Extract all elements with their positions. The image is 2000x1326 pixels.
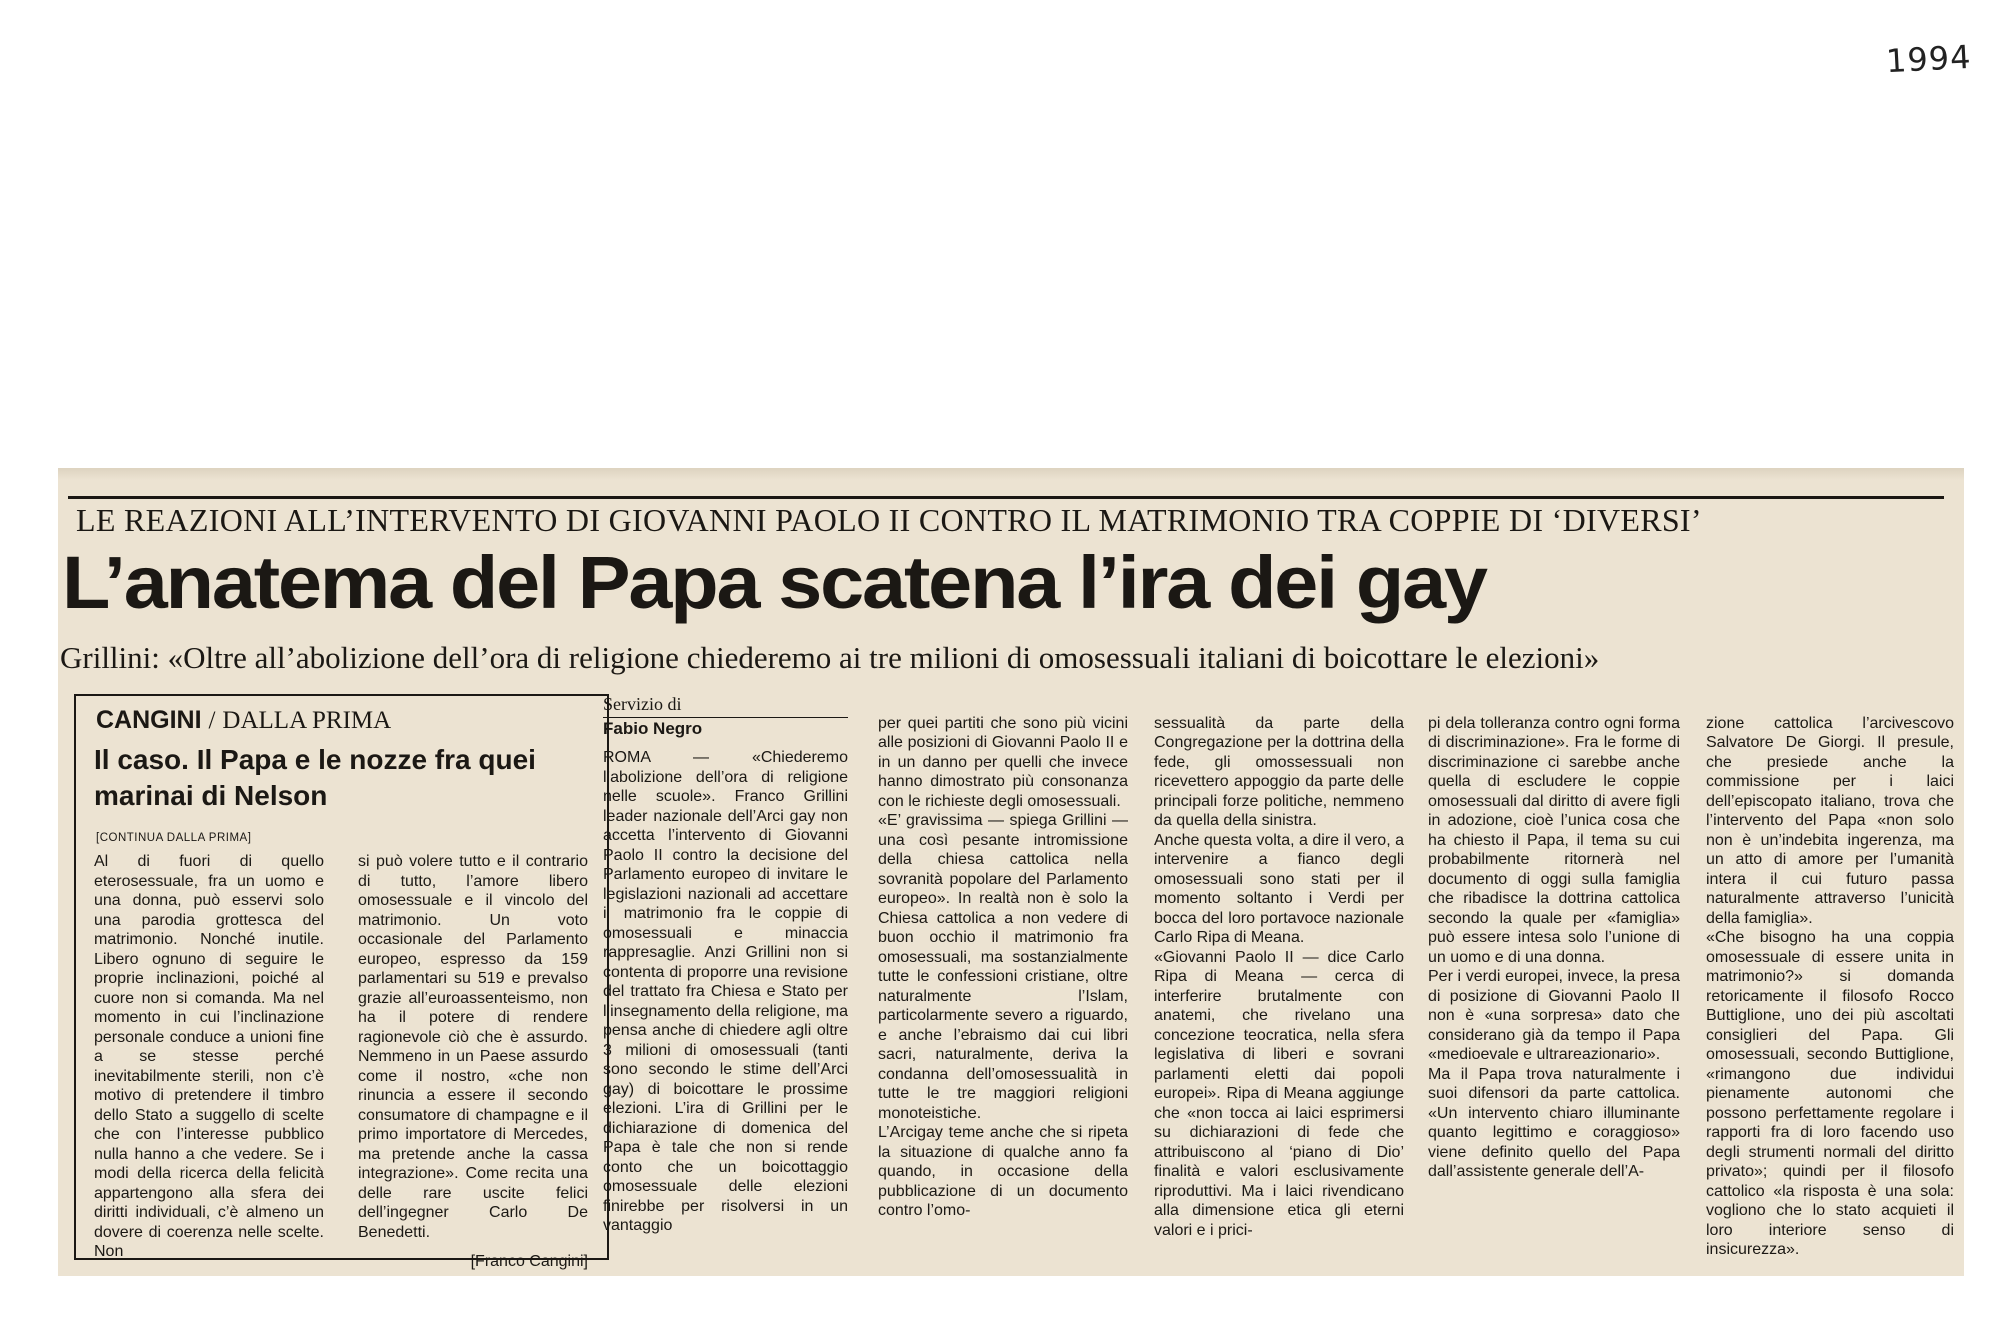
sidebar-column-2-text: si può volere tutto e il contrario di tutto, l’amore libero omosessuale e il vincolo del matrimonio. Un voto occasionale del Parlamento europeo, espresso da 159 parlamentari su 519 e prevalso grazie all’euroassenteismo, non ha il potere di rendere ragionevole ciò che è assurdo. Nemmeno in un Paese assurdo come il nostro, «che non rinuncia a essere il secondo consumatore di champagne e il primo importatore di Mercedes, ma pretende anche la cassa integrazione». Come recita una delle rare uscite felici dell’ingegner Carlo De Benedetti. <box>358 853 588 1241</box>
subhead: Grillini: «Oltre all’abolizione dell’ora di religione chiederemo ai tre milioni di omosessuali italiani di boicottare le elezioni» <box>60 640 1600 675</box>
article-column-2-text: per quei partiti che sono più vicini alle posizioni di Giovanni Paolo II e in un danno per quelli che invece hanno dimostrato più consonanza con le richieste degli omosessuali. «E’ gravissima — spiega Grillini — una così pesante intromissione della chiesa cattolica nella sovranità popolare del Parlamento europeo». In realtà non è solo la Chiesa cattolica a non vedere di buon occhio il matrimonio fra omosessuali, ma sostanzialmente tutte le confessioni cristiane, oltre naturalmente l’Islam, particolarmente severo a riguardo, e anche l’ebraismo dai cui libri sacri, naturalmente, deriva la condanna dell’omosessualità in tutte le tre maggiori religioni monoteistiche. L’Arcigay teme anche che si ripeta la situazione di qualche anno fa quando, in occasione della pubblicazione di un documento contro l’omo- <box>878 714 1128 1219</box>
sidebar-section-tag: DALLA PRIMA <box>222 707 392 734</box>
top-rule <box>68 496 1944 499</box>
article-column-4-text: pi dela tolleranza contro ogni forma di discriminazione». Fra le forme di discriminazione ci sarebbe anche quella di escludere le coppie omosessuali dal diritto di avere figli in adozione, cioè l’unica cosa che ha chiesto il Papa, il tema su cui probabilmente ritornerà nel documento di oggi sulla famiglia che ribadisce la dottrina cattolica secondo la quale per «famiglia» può essere intesa solo l’unione di un uomo e di una donna. Per i verdi europei, invece, la presa di posizione di Giovanni Paolo II non è «una sorpresa» dato che considerano già da tempo il Papa «medioevale e ultrareazionario». Ma il Papa trova naturalmente i suoi difensori da parte cattolica. «Un intervento chiaro illuminante quanto legittimo e coraggioso» viene definito quello del Papa dall’assistente generale dell’A- <box>1428 714 1680 1180</box>
sidebar-column-1-text: Al di fuori di quello eterosessuale, fra un uomo e una donna, può esservi solo una parodia grottesca del matrimonio. Nonché inutile. Libero ognuno di seguire le proprie inclinazioni, poiché al cuore non si comanda. Ma nel momento in cui l’inclinazione personale conduce a unioni fine a se stesse perché inevitabilmente sterili, non c’è motivo di pretendere il timbro dello Stato a suggello di scelte che con l’interesse pubblico nulla hanno a che vedere. Se i modi della ricerca della felicità appartengono alla sfera dei diritti individuali, c’è almeno un dovere di coerenza nelle scelte. Non <box>94 853 324 1260</box>
byline-service: Servizio di <box>603 694 682 714</box>
byline-author: Fabio Negro <box>603 717 848 739</box>
headline: L’anatema del Papa scatena l’ira dei gay <box>62 541 1486 624</box>
article-column-5 <box>1706 694 1954 1276</box>
article-column-4 <box>1428 694 1680 1201</box>
sidebar-author-tag: CANGINI <box>96 706 202 734</box>
sidebar-kicker <box>96 706 391 735</box>
sidebar-signature: [Franco Cangini] <box>470 1253 588 1270</box>
article-column-3-text: sessualità da parte della Congregazione per la dottrina della fede, gli omossessuali non ricevettero appoggio da parte delle principali forze politiche, nemmeno da quella della sinistra. Anche questa volta, a dire il vero, a intervenire a fianco degli omosessuali sono stati per il momento soltanto i Verdi per bocca del loro portavoce nazionale Carlo Ripa di Meana. «Giovanni Paolo II — dice Carlo Ripa di Meana — cerca di interferire brutalmente con anatemi, che rivelano una concezione teocratica, nella sfera legislativa di liberi e sovrani parlamenti eletti dai popoli europei». Ripa di Meana aggiunge che «non tocca ai laici esprimersi su dichiarazioni di fede che attribuiscono al ‘piano di Dio’ finalità e valori esclusivamente riproduttivi. Ma i laici rivendicano alla dimensione etica gli eterni valori e i prici- <box>1154 714 1404 1239</box>
newspaper-clipping <box>58 468 1964 1276</box>
article-column-1 <box>603 748 848 1236</box>
sidebar-box <box>74 694 609 1270</box>
kicker: LE REAZIONI ALL’INTERVENTO DI GIOVANNI PAOLO II CONTRO IL MATRIMONIO TRA COPPIE DI ‘DIVERSI’ <box>76 502 1702 538</box>
sidebar-column-2 <box>358 852 588 1272</box>
sidebar-separator: / <box>208 707 216 734</box>
article-column-5-text: zione cattolica l’arcivescovo Salvatore De Giorgi. Il presule, che presiede anche la commissione per i laici dell’episcopato italiano, trova che l’intervento del Papa «non solo non è un’indebita ingerenza, ma un atto di amore per l’umanità intera il cui futuro passa naturalmente attraverso l’unicità della famiglia». «Che bisogno ha una coppia omosessuale di essere unita in matrimonio?» si domanda retoricamente il filosofo Rocco Buttiglione, uno dei più ascoltati consiglieri del Papa. Gli omosessuali, secondo Buttiglione, «rimangono due individui pienamente autonomi che possono perfettamente regolare i rapporti fra di loro facendo uso degli strumenti normali del diritto privato»; quindi per il filosofo cattolico «la risposta è una sola: vogliono che lo stato acquieti il loro interiore senso di insicurezza». <box>1706 714 1954 1258</box>
handwritten-year-note: 1994 <box>1885 37 1973 81</box>
sidebar-column-1 <box>94 852 324 1262</box>
article-column-1-text: ROMA — «Chiederemo l’abolizione dell’ora di religione nelle scuole». Franco Grillini leader nazionale dell’Arci gay non accetta l’intervento di Giovanni Paolo II contro la decisione del Parlamento europeo di invitare le legislazioni nazionali ad accettare il matrimonio fra le coppie di omosessuali e minaccia rappresaglie. Anzi Grillini non si contenta di proporre una revisione del trattato fra Chiesa e Stato per l’insegnamento della religione, ma pensa anche di chiedere agli oltre 3 milioni di omosessuali (tanti sono secondo le stime dell’Arci gay) di boicottare le prossime elezioni. L’ira di Grillini per le dichiarazione di domenica del Papa è tale che non si rende conto che un boicottaggio omosessuale delle elezioni finirebbe per risolversi in un vantaggio <box>603 749 848 1234</box>
article-column-3 <box>1154 694 1404 1260</box>
article-column-2 <box>878 694 1128 1240</box>
sidebar-title: Il caso. Il Papa e le nozze fra quei marinai di Nelson <box>94 744 536 811</box>
byline <box>603 694 848 739</box>
sidebar-continued-note: [CONTINUA DALLA PRIMA] <box>96 832 252 844</box>
